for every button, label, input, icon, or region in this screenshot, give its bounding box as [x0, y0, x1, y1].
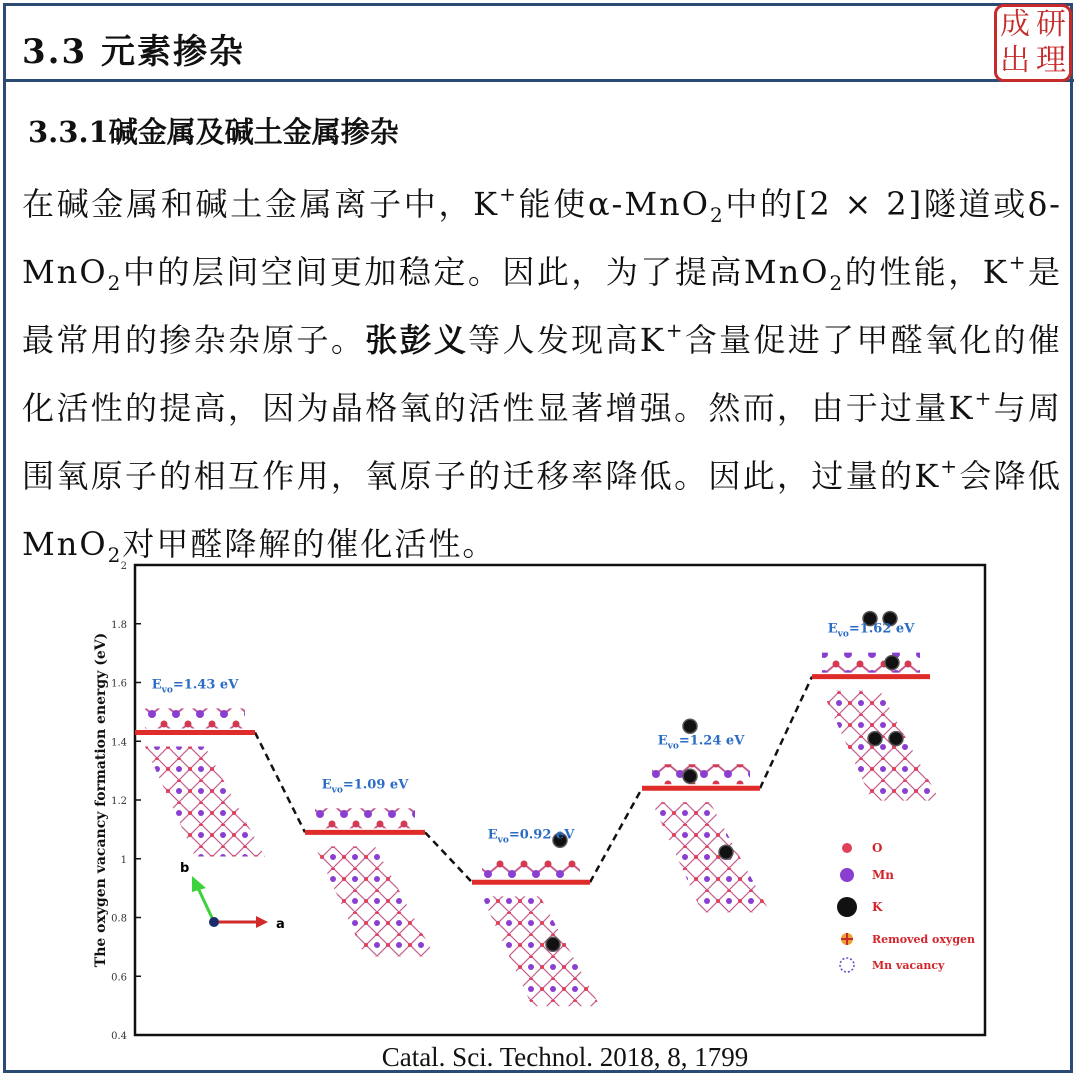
y-tick-label: 1.2: [111, 796, 127, 807]
seal-char: 研: [1036, 7, 1066, 42]
text-segment: 含量促进了甲醛氧化的催化活性的提高，因为晶格氧的活性显著增强。然而，由于过量K: [22, 321, 1062, 427]
legend-removed-oxygen: Removed oxygen: [872, 933, 976, 946]
legend-o: O: [872, 841, 883, 855]
y-tick-label: 1.8: [111, 619, 127, 631]
k-atom: [683, 719, 697, 733]
k-atom: [885, 656, 899, 670]
k-atom: [719, 845, 733, 859]
subscript: 2: [107, 543, 123, 567]
transition-line: [425, 832, 472, 882]
y-tick-label: 1.6: [111, 678, 127, 690]
legend-mn: Mn: [872, 868, 895, 882]
y-tick-label: 1: [120, 854, 127, 866]
y-tick-label: 2: [120, 561, 127, 572]
k-atom: [546, 937, 560, 951]
body-paragraph: [22, 170, 1062, 578]
text-segment: 能使α-MnO: [517, 185, 710, 223]
energy-data-label: $E_{vo}=1.43$ eV: [151, 677, 239, 696]
y-tick-label: 0.4: [111, 1031, 127, 1042]
text-segment: 中的层间空间更加稳定。因此，为了提高MnO: [122, 253, 830, 291]
energy-data-label: $E_{vo}=1.62$ eV: [827, 621, 915, 640]
energy-data-label: $E_{vo}=0.92$ eV: [487, 827, 575, 846]
text-segment: 与周围氧原子的相互作用，氧原子的迁移率降低。因此，过量的K: [22, 389, 1062, 495]
superscript: +: [665, 318, 685, 342]
axes-indicator: [180, 861, 285, 932]
superscript: +: [499, 182, 518, 206]
superscript: +: [940, 454, 960, 478]
subheading: 3.3.1碱金属及碱土金属掺杂: [28, 115, 399, 149]
legend-k: K: [872, 900, 883, 914]
seal-char: 出: [1000, 43, 1030, 78]
transition-line: [760, 677, 812, 789]
crystal-structures: [145, 612, 940, 1007]
y-tick-label: 0.8: [111, 913, 127, 925]
text-segment: 在碱金属和碱土金属离子中，K: [22, 185, 500, 223]
figure-citation: Catal. Sci. Technol. 2018, 8, 1799: [381, 1042, 749, 1072]
energy-data-label: $E_{vo}=1.24$ eV: [657, 733, 745, 752]
energy-data-label: $E_{vo}=1.09$ eV: [321, 777, 409, 796]
subscript: 2: [709, 203, 725, 227]
k-atom: [868, 732, 882, 746]
header-bar: [6, 6, 1074, 82]
y-tick-label: 1.4: [111, 737, 127, 749]
text-segment: 是最常用的掺杂杂原子。: [22, 253, 1062, 359]
legend-mn-vacancy: Mn vacancy: [872, 959, 945, 972]
k-atom: [683, 769, 697, 783]
axis-a-label: a: [276, 917, 285, 932]
y-axis-ticks: [111, 561, 141, 1042]
text-segment: 中的[2 × 2]隧道或δ-MnO: [22, 185, 1062, 291]
seal-char: 理: [1036, 43, 1066, 78]
superscript: +: [974, 386, 994, 410]
axis-b-label: b: [180, 861, 190, 876]
y-axis-label: The oxygen vacancy formation energy (eV): [93, 632, 109, 968]
y-tick-label: 0.6: [111, 972, 127, 984]
superscript: +: [1008, 250, 1028, 274]
seal-char: 成: [1000, 7, 1030, 42]
author-name: 张彭义: [365, 321, 469, 359]
seal-logo: [994, 4, 1072, 82]
text-segment: 的性能，K: [844, 253, 1009, 291]
legend: [837, 841, 975, 972]
text-segment: 等人发现高K: [468, 321, 666, 359]
energy-figure: [80, 560, 1000, 1050]
text-segment: 会降低MnO: [22, 457, 1062, 563]
section-title: 3.3 元素掺杂: [22, 32, 245, 72]
transition-line: [255, 732, 305, 832]
subscript: 2: [829, 271, 845, 295]
k-atom: [889, 732, 903, 746]
transition-line: [590, 788, 642, 882]
text-segment: 对甲醛降解的催化活性。: [122, 525, 497, 563]
subscript: 2: [107, 271, 123, 295]
